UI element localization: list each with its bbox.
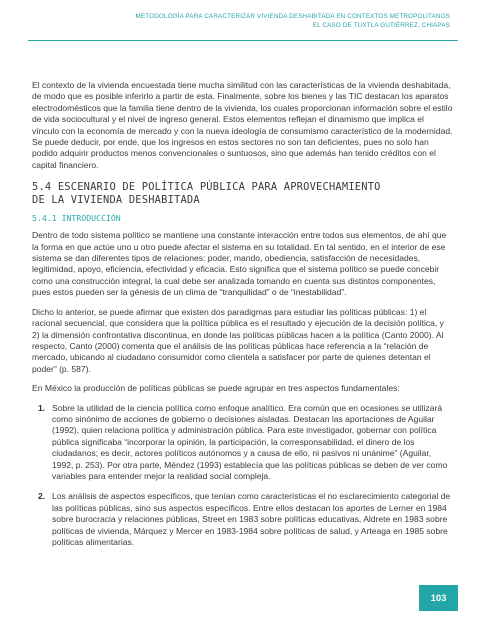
running-header-line1: METODOLOGÍA PARA CARACTERIZAR VIVIENDA DESHABITADA EN CONTEXTOS METROPOLITANOS (135, 13, 450, 20)
numbered-list (32, 403, 453, 549)
section-title-line1: 5.4 ESCENARIO DE POLÍTICA PÚBLICA PARA APROVECHAMIENTO (32, 181, 381, 194)
list-item-number: 2. (38, 491, 46, 502)
list-item-text: Sobre la utilidad de la ciencia política como enfoque analítico. Era común que en ocasiones se utilizará como sinónimo de acciones de gobierno o decisiones aisladas. Destacan las aportaciones de Aguilar (1992), quien relaciona política y administración pública. Para este investigador, gobernar con política pública significaba “incorporar la opinión, la participación, la corresponsabilidad, el dinero de los ciudadanos; es decir, actores políticos autónomos y a causa de ello, ni pasivos ni unánime” (Aguilar, 1992, p. 253). Por otra parte, Méndez (1993) establecía que las políticas públicas se deben de ver como variables para entender mejor la realidad social compleja. (52, 402, 448, 481)
section-title-line2: DE LA VIVIENDA DESHABITADA (32, 193, 200, 206)
list-item (32, 403, 453, 483)
header-divider (28, 40, 458, 41)
subsection-title: 5.4.1 INTRODUCCIÓN (32, 213, 121, 224)
page-number: 103 (419, 585, 458, 611)
paragraph-paradigms: Dicho lo anterior, se puede afirmar que existen dos paradigmas para estudiar las políticas públicas: 1) el racional secuencial, que considera que la política pública es el resultado y ejecución de la decisión política, y 2) la dimensión confrontativa discontinua, en donde las políticas públicas hacen a la política (Canto 2000). Al respecto, Canto (2000) comenta que el análisis de las políticas públicas hace referencia a la “relación de mercado, ubicando al ciudadano consumidor como clientela a satisfacer por parte de quienes detentan el poder” (p. 587). (32, 306, 444, 374)
running-header-line2: EL CASO DE TUXTLA GUTIÉRREZ, CHIAPAS (312, 21, 450, 29)
list-item-number: 1. (38, 402, 46, 413)
paragraph-political-system: Dentro de todo sistema político se mantiene una constante interacción entre todos sus elementos, de ahí que la forma en que actúe uno u otro puede afectar el sistema en su totalidad. En tal sentido, en el interior de ese sistema se dan diferentes tipos de relaciones: poder, mando, obediencia, satisfacción de necesidades, legitimidad, apoyo, eficiencia, efectividad y eficacia. Esto significa que el sistema político se puede concebir como una construcción integral, la cual debe ser analizada tomando en cuenta sus distintos componentes, pues estos pueden ser la génesis de un clima de “tranquilidad” o de “inestabilidad”. (32, 230, 447, 298)
paragraph-mexico: En México la producción de políticas públicas se puede agrupar en tres aspectos fundamentales: (32, 383, 400, 394)
section-title (32, 181, 453, 206)
page-body (32, 80, 453, 557)
list-item (32, 491, 453, 548)
list-item-text: Los análisis de aspectos específicos, que tenían como características el no esclarecimiento categorial de las políticas públicas, sino sus aspectos específicos. Entre ellos destacan los aportes de Lerner en 1984 sobre burocracia y relaciones públicas, Street en 1983 sobre políticas educativas, Aldrete en 1983 sobre políticas de vivienda, Márquez y Mercer en 1983-1984 sobre políticas de salud, y Arteaga en 1985 sobre políticas alimentarias. (52, 491, 451, 547)
paragraph-intro: El contexto de la vivienda encuestada tiene mucha similitud con las características de la vivienda deshabitada, de modo que es posible inferirlo a partir de esta. Finalmente, sobre los bienes y las TIC destacan los aparatos electrodomésticos que la familia tiene dentro de la vivienda, los cuales proporcionan información sobre el estilo de vida sociocultural y el nivel de ingreso general. Estos elementos reflejan el dinamismo que implica el vínculo con la economía de mercado y con la nueva ideología de consumismo característico de la modernidad. Se puede deducir, por ende, que los ingresos en estos sectores no son tan deficientes, pues no solo han podido adquirir productos menos convencionales o suntuosos, sino que además han tenido créditos con el capital financiero. (32, 80, 453, 170)
running-header (136, 13, 450, 30)
